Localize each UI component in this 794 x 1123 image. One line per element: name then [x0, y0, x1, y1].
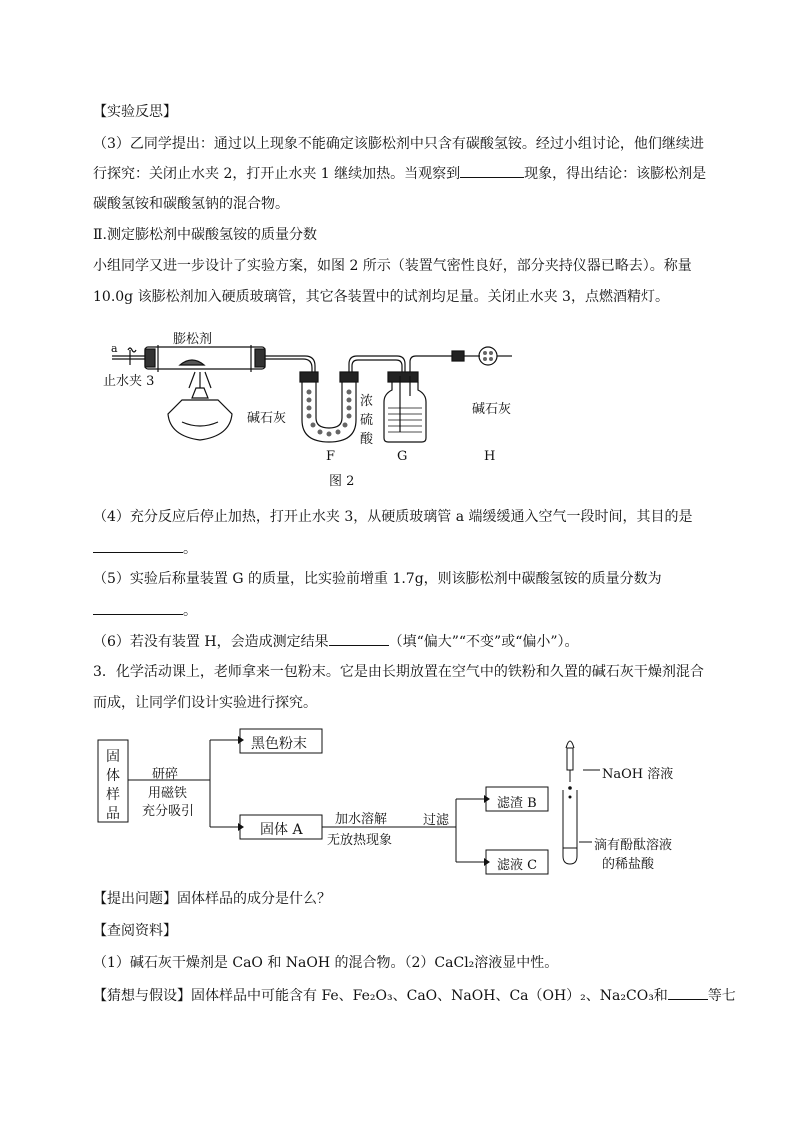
- label-F: F: [326, 449, 336, 464]
- step1-line3: 充分吸引: [142, 804, 195, 819]
- q3-line3: 碳酸氢铵和碳酸氢钠的混合物。: [93, 196, 289, 212]
- sample-char-1: 固: [106, 749, 120, 765]
- label-soda-lime-left: 碱石灰: [247, 411, 287, 426]
- label-a: a: [111, 342, 118, 355]
- label-clamp3: 止水夹 3: [103, 374, 155, 389]
- q3-line1: （3）乙同学提出：通过以上现象不能确定该膨松剂中只含有碳酸氢铵。经过小组讨论，他们继续进: [93, 136, 704, 152]
- acid-label-2: 的稀盐酸: [602, 857, 655, 872]
- q3-line2: [93, 163, 706, 184]
- sample-char-4: 品: [106, 806, 120, 822]
- q3-line2-a: 行探究：关闭止水夹 2，打开止水夹 1 继续加热。当观察到: [93, 166, 461, 182]
- q5-end: 。: [183, 603, 197, 619]
- q5-answer: [93, 600, 197, 621]
- ask-text: 固体样品的成分是什么？: [177, 891, 331, 907]
- guess-blank[interactable]: [668, 985, 708, 1000]
- guess-text: 固体样品中可能含有 Fe、Fe₂O₃、CaO、NaOH、Ca（OH）₂、Na₂CO₃和: [191, 988, 668, 1004]
- label-acid-2: 硫: [360, 413, 374, 428]
- step1-line2: 用磁铁: [148, 786, 188, 801]
- q4-text: （4）充分反应后停止加热，打开止水夹 3，从硬质玻璃管 a 端缓缓通入空气一段时间，其目的是: [93, 509, 693, 525]
- ref-head: 【查阅资料】: [93, 923, 177, 939]
- label-acid-1: 浓: [360, 394, 374, 409]
- part2-title: Ⅱ.测定膨松剂中碳酸氢铵的质量分数: [93, 227, 317, 243]
- ref-text: （1）碱石灰干燥剂是 CaO 和 NaOH 的混合物。（2）CaCl₂溶液显中性。: [93, 955, 559, 971]
- step2-line2: 无放热现象: [327, 833, 393, 848]
- heading-reflection: 【实验反思】: [93, 104, 177, 120]
- guess-line: [93, 985, 736, 1006]
- problem3-line2: 而成，让同学们设计实验进行探究。: [93, 695, 317, 711]
- filter-label: 过滤: [423, 813, 450, 828]
- residue-b-box: 滤渣 B: [497, 796, 537, 811]
- label-acid-3: 酸: [360, 432, 374, 447]
- label-soda-lime-right: 碱石灰: [472, 402, 512, 417]
- ask-line: [93, 889, 331, 909]
- figure2-apparatus: [95, 322, 535, 467]
- q5-text: （5）实验后称量装置 G 的质量，比实验前增重 1.7g，则该膨松剂中碳酸氢铵的质量分数为: [93, 571, 662, 587]
- q4-blank[interactable]: [93, 538, 183, 553]
- filtrate-c-box: 滤液 C: [497, 858, 538, 873]
- step1-line1: 研碎: [152, 767, 179, 782]
- acid-label-1: 滴有酚酞溶液: [594, 838, 673, 853]
- sample-char-2: 体: [106, 768, 120, 784]
- q6-blank[interactable]: [329, 631, 389, 646]
- part2-intro2: 10.0g 该膨松剂加入硬质玻璃管，其它各装置中的试剂均足量。关闭止水夹 3，点燃酒精灯。: [93, 289, 669, 305]
- q3-line2-b: 现象，得出结论：该膨松剂是: [524, 166, 707, 182]
- q5-blank[interactable]: [93, 600, 183, 615]
- figure2-caption: 图 2: [329, 474, 355, 489]
- part2-intro1: 小组同学又进一步设计了实验方案，如图 2 所示（装置气密性良好，部分夹持仪器已略去）。称量: [93, 258, 692, 274]
- q3-blank[interactable]: [460, 163, 524, 178]
- label-pengsongji: 膨松剂: [173, 332, 213, 347]
- problem3-line1: 3．化学活动课上，老师拿来一包粉末。它是由长期放置在空气中的铁粉和久置的碱石灰干燥剂混合: [93, 664, 704, 680]
- naoh-label: NaOH 溶液: [602, 767, 674, 782]
- step2-line1: 加水溶解: [335, 812, 388, 827]
- ask-head: 【提出问题】: [93, 891, 177, 907]
- q6-line: [93, 631, 579, 652]
- label-H: H: [484, 449, 496, 464]
- q6-b: （填“偏大”“不变”或“偏小”）。: [388, 634, 579, 650]
- guess-head: 【猜想与假设】: [93, 988, 191, 1004]
- black-powder-box: 黑色粉末: [251, 736, 307, 752]
- q4-answer: [93, 538, 197, 559]
- solid-a-box: 固体 A: [260, 822, 303, 838]
- sample-char-3: 样: [106, 787, 120, 803]
- label-G: G: [397, 449, 408, 464]
- q4-end: 。: [183, 541, 197, 557]
- guess-end: 等七: [707, 988, 736, 1004]
- q6-a: （6）若没有装置 H，会造成测定结果: [93, 634, 329, 650]
